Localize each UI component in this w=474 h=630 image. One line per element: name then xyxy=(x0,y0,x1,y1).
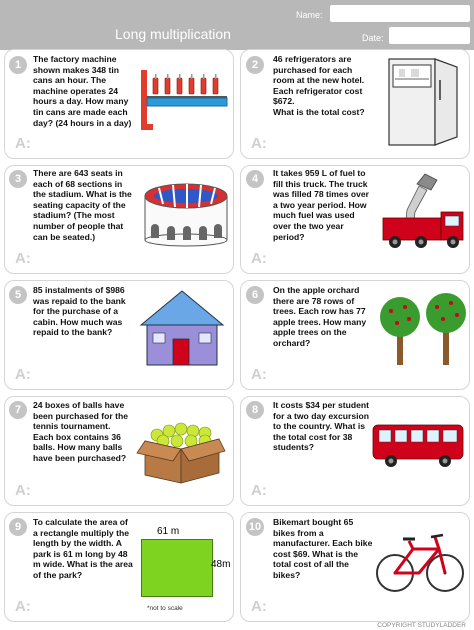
date-field[interactable] xyxy=(389,27,470,44)
question-text: On the apple orchard there are 78 rows of trees. Each row has 77 apple trees. How many apple trees on the orchard? xyxy=(273,285,367,348)
cabin-house-icon xyxy=(137,289,227,369)
question-text: 24 boxes of balls have been purchased for the tennis tournament. Each box contains 36 balls. How many balls have been purchased? xyxy=(33,400,129,463)
question-number: 7 xyxy=(9,401,27,419)
answer-label: A: xyxy=(15,366,31,383)
bicycle-icon xyxy=(373,527,467,597)
worksheet-header xyxy=(0,0,474,50)
question-text: Bikemart bought 65 bikes from a manufacturer. Each bike cost $69. What is the total cost of all the bikes? xyxy=(273,517,373,580)
park-length-label: 61 m xyxy=(157,526,180,537)
question-number: 9 xyxy=(9,518,27,536)
worksheet-title: Long multiplication xyxy=(115,26,231,42)
park-width-label: 48m xyxy=(211,559,231,570)
question-text: There are 643 seats in each of 68 sections in the stadium. What is the seating capacity of the stadium? (The most number of people that can be seated.) xyxy=(33,168,132,242)
answer-label: A: xyxy=(15,250,31,267)
question-card-4 xyxy=(240,165,470,274)
answer-label: A: xyxy=(251,135,267,152)
refrigerator-icon xyxy=(385,55,465,150)
question-card-3 xyxy=(4,165,234,274)
question-card-9 xyxy=(4,512,234,622)
question-number: 1 xyxy=(9,56,27,74)
question-number: 4 xyxy=(246,170,264,188)
question-number: 5 xyxy=(9,286,27,304)
question-number: 10 xyxy=(246,518,264,536)
question-card-2 xyxy=(240,49,470,159)
stadium-icon xyxy=(139,178,233,248)
copyright-notice: COPYRIGHT STUDYLADDER xyxy=(377,622,466,629)
question-text: To calculate the area of a rectangle multiply the length by the width. A park is 61 m long by 48 m wide. What is the area of the park? xyxy=(33,517,133,580)
question-number: 2 xyxy=(246,56,264,74)
question-card-6 xyxy=(240,280,470,390)
name-label: Name: xyxy=(296,10,323,20)
question-text: 46 refrigerators are purchased for each room at the new hotel. Each refrigerator cost $672. What is the total cost? xyxy=(273,54,365,117)
question-number: 6 xyxy=(246,286,264,304)
question-text: 85 instalments of $986 was repaid to the bank for the purchase of a cabin. How much was repaid to the bank? xyxy=(33,285,126,338)
answer-label: A: xyxy=(251,250,267,267)
question-card-1 xyxy=(4,49,234,159)
question-number: 8 xyxy=(246,401,264,419)
bus-icon xyxy=(371,423,467,469)
answer-label: A: xyxy=(251,366,267,383)
question-number: 3 xyxy=(9,170,27,188)
question-text: It takes 959 L of fuel to fill this truck. The truck was filled 78 times over a two year period. How much fuel was used over the two year period? xyxy=(273,168,370,242)
answer-label: A: xyxy=(15,135,31,152)
answer-label: A: xyxy=(251,482,267,499)
question-card-10 xyxy=(240,512,470,622)
question-text: The factory machine shown makes 348 tin cans an hour. The machine operates 24 hours a day. How many tin cans are made each day? (24 hours in a day) xyxy=(33,54,132,128)
park-rectangle xyxy=(141,539,213,597)
answer-label: A: xyxy=(15,598,31,615)
question-card-5 xyxy=(4,280,234,390)
question-text: It costs $34 per student for a two day excursion to the country. What is the total cost for 38 students? xyxy=(273,400,369,453)
box-of-tennis-balls-icon xyxy=(135,413,227,485)
date-label: Date: xyxy=(362,33,384,43)
answer-label: A: xyxy=(251,598,267,615)
scale-note: *not to scale xyxy=(147,605,183,612)
question-card-8 xyxy=(240,396,470,506)
factory-machine-icon xyxy=(139,68,231,134)
name-field[interactable] xyxy=(330,5,470,22)
fuel-truck-icon xyxy=(377,170,469,250)
answer-label: A: xyxy=(15,482,31,499)
question-card-7 xyxy=(4,396,234,506)
apple-trees-icon xyxy=(379,287,469,367)
